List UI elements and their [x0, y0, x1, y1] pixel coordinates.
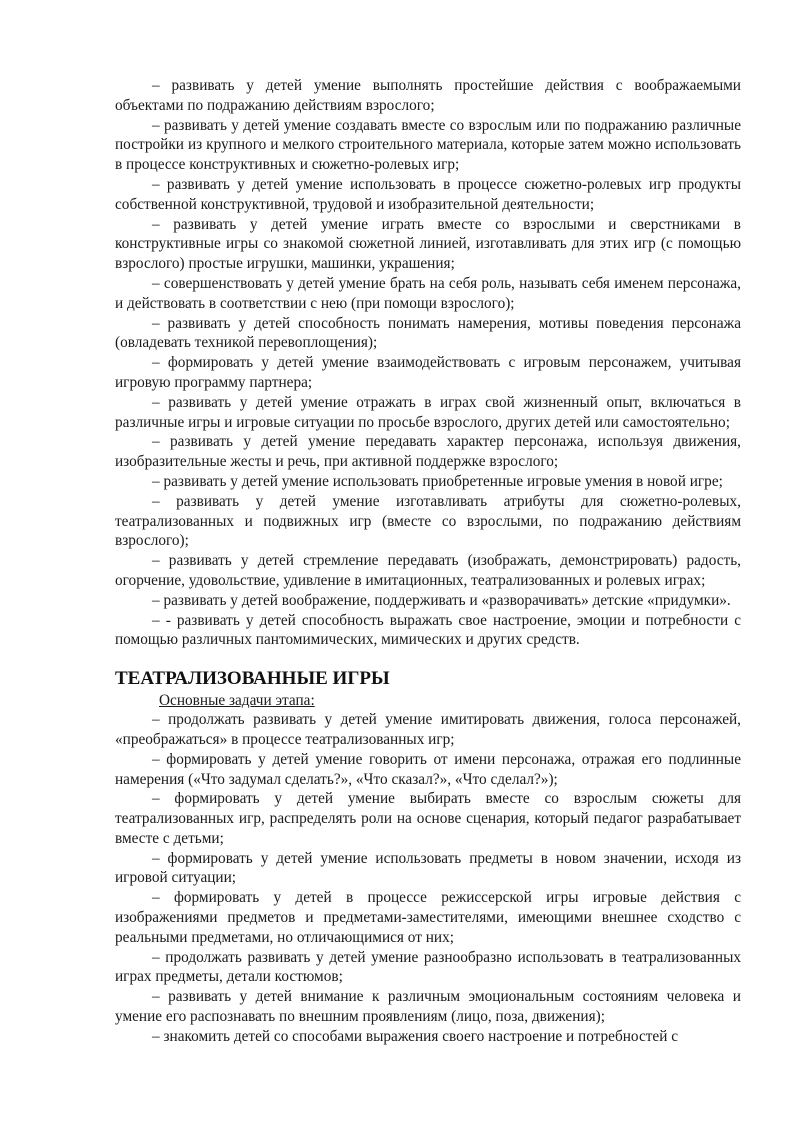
list-item: – развивать у детей умение передавать характер персонажа, используя движения, изобразительные жесты и речь, при активной поддержке взрослого; — [115, 433, 741, 471]
list-item: – развивать у детей стремление передавать (изображать, демонстрировать) радость, огорчение, удовольствие, удивление в имитационных, театрализованных и ролевых играх; — [115, 552, 741, 589]
list-item: – развивать у детей умение играть вместе со взрослыми и сверстниками в конструктивные игры со знакомой сюжетной линией, изготавливать для этих игр (с помощью взрослого) простые игрушки, машинки, украшения; — [115, 215, 741, 273]
list-item: – развивать у детей умение создавать вместе со взрослым или по подражанию различные постройки из крупного и мелкого строительного материала, которые затем можно использовать в процессе конструктивных и сюжетно-ролевых игр; — [115, 116, 741, 174]
list-item: – развивать у детей воображение, поддерживать и «разворачивать» детские «придумки». — [152, 591, 731, 609]
section-list — [115, 710, 741, 1047]
list-item: – знакомить детей со способами выражения своего настроение и потребностей с — [152, 1027, 679, 1045]
list-item: – формировать у детей умение выбирать вместе со взрослым сюжеты для театрализованных игр, распределять роли на основе сценария, который педагог разрабатывает вместе с детьми; — [115, 790, 741, 847]
list-item: – развивать у детей умение изготавливать атрибуты для сюжетно-ролевых, театрализованных и подвижных игр (вместе со взрослыми, по подражанию действиям взрослого); — [115, 492, 741, 550]
list-item: – формировать у детей умение говорить от имени персонажа, отражая его подлинные намерения («Что задумал сделать?», «Что сказал?», «Что сделал?»); — [115, 750, 741, 788]
section-title: ТЕАТРАЛИЗОВАННЫЕ ИГРЫ — [115, 668, 390, 690]
list-item: – - развивать у детей способность выражать свое настроение, эмоции и потребности с помощью различных пантомимических, мимических и других средств. — [115, 611, 741, 649]
list-item: – совершенствовать у детей умение брать на себя роль, называть себя именем персонажа, и действовать в соответствии с нею (при помощи взрослого); — [115, 274, 741, 312]
intro-list — [115, 76, 741, 650]
list-item: – продолжать развивать у детей умение имитировать движения, голоса персонажей, «преображаться» в процессе театрализованных игр; — [115, 711, 741, 748]
list-item: – развивать у детей умение выполнять простейшие действия с воображаемыми объектами по подражанию действиям взрослого; — [115, 77, 741, 114]
list-item: – развивать у детей умение использовать приобретенные игровые умения в новой игре; — [152, 472, 723, 490]
list-item: – развивать у детей умение использовать в процессе сюжетно-ролевых игр продукты собственной конструктивной, трудовой и изобразительной деятельности; — [115, 175, 741, 213]
list-item: – развивать у детей внимание к различным эмоциональным состояниям человека и умение его распознавать по внешним проявлениям (лицо, поза, движения); — [115, 988, 741, 1026]
list-item: – развивать у детей умение отражать в играх свой жизненный опыт, включаться в различные игры и игровые ситуации по просьбе взрослого, других детей или самостоятельно; — [115, 393, 741, 431]
list-item: – продолжать развивать у детей умение разнообразно использовать в театрализованных играх предметы, детали костюмов; — [115, 948, 741, 986]
list-item: – развивать у детей способность понимать намерения, мотивы поведения персонажа (овладевать техникой перевоплощения); — [115, 314, 741, 352]
list-item: – формировать у детей умение использовать предметы в новом значении, исходя из игровой ситуации; — [115, 849, 741, 887]
document-page — [115, 76, 741, 1047]
section-subtitle: Основные задачи этапа: — [159, 692, 315, 710]
list-item: – формировать у детей в процессе режиссерской игры игровые действия с изображениями предметов и предметами-заместителями, имеющими внешнее сходство с реальными предметами, но отличающимися от них; — [115, 889, 741, 946]
list-item: – формировать у детей умение взаимодействовать с игровым персонажем, учитывая игровую программу партнера; — [115, 354, 741, 391]
